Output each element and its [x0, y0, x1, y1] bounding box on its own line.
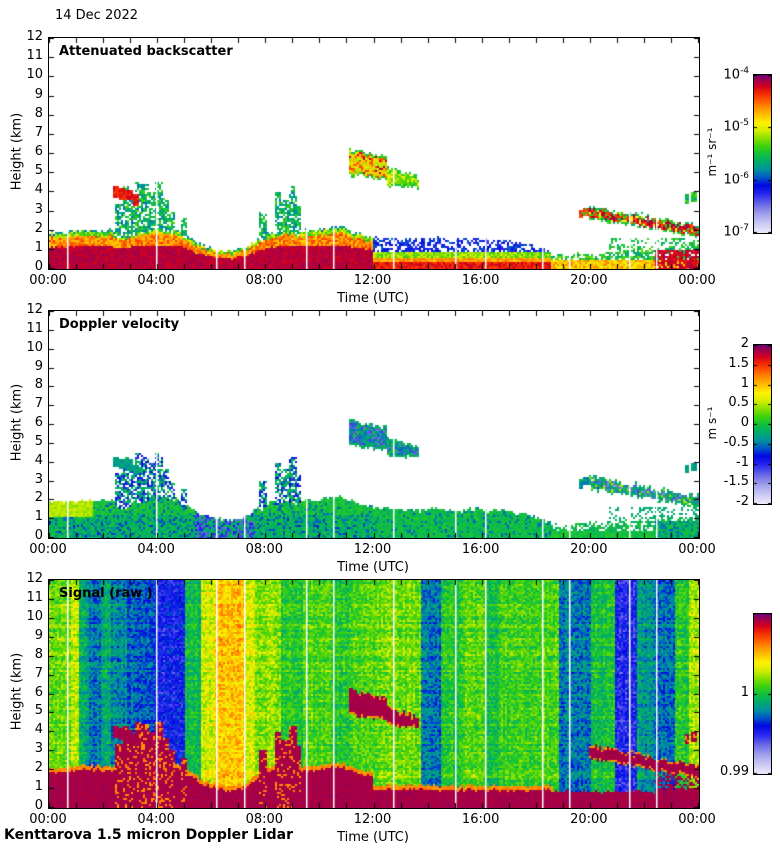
x-tick-label: 04:00 — [137, 273, 175, 288]
y-tick-label: 2 — [34, 760, 43, 776]
y-tick-label: 10 — [26, 67, 43, 83]
doppler-velocity-heatmap — [48, 310, 700, 539]
y-tick-label: 3 — [34, 201, 43, 217]
colorbar-tick-label: $10^{-5}$ — [723, 118, 749, 135]
colorbar-tick-label: -1.5 — [723, 474, 749, 490]
y-tick-label: 1 — [34, 509, 43, 525]
colorbar-signal — [753, 613, 770, 773]
y-tick-label: 4 — [34, 452, 43, 468]
colorbar-tick-label: 0 — [740, 415, 749, 430]
x-tick-label: 08:00 — [245, 812, 284, 827]
x-axis-label: Time (UTC) — [337, 291, 409, 306]
panel-doppler-velocity — [48, 310, 698, 537]
panel-title-doppler-velocity: Doppler velocity — [59, 317, 180, 332]
y-tick-label: 8 — [34, 377, 43, 393]
y-tick-label: 12 — [26, 571, 43, 586]
y-tick-label: 11 — [26, 320, 43, 336]
y-tick-label: 5 — [34, 163, 43, 179]
x-tick-label: 00:00 — [29, 542, 67, 557]
instrument-label: Kenttarova 1.5 micron Doppler Lidar — [4, 827, 294, 843]
y-tick-label: 5 — [34, 703, 43, 719]
y-tick-label: 6 — [34, 144, 43, 159]
colorbar-tick-label: $10^{-4}$ — [723, 66, 749, 83]
x-tick-label: 00:00 — [678, 542, 716, 557]
colorbar-tick-label: $10^{-7}$ — [723, 223, 749, 240]
y-tick-label: 11 — [26, 48, 43, 64]
colorbar-tick-label: -2 — [736, 494, 749, 509]
x-tick-label: 12:00 — [353, 273, 392, 288]
x-tick-label: 04:00 — [137, 812, 175, 827]
y-tick-label: 0 — [34, 798, 43, 813]
y-tick-label: 12 — [26, 302, 43, 317]
colorbar-backscatter-gradient — [753, 74, 772, 234]
y-tick-label: 4 — [34, 182, 43, 198]
x-axis-label: Time (UTC) — [337, 830, 409, 845]
x-tick-label: 16:00 — [461, 542, 500, 557]
y-tick-label: 6 — [34, 684, 43, 700]
x-tick-label: 00:00 — [678, 273, 716, 288]
y-axis-label: Height (km) — [9, 383, 25, 461]
y-tick-label: 6 — [34, 415, 43, 430]
y-tick-label: 9 — [34, 86, 43, 102]
x-tick-label: 20:00 — [570, 812, 608, 827]
y-tick-label: 2 — [34, 490, 43, 506]
x-tick-label: 20:00 — [570, 273, 608, 288]
y-tick-label: 9 — [34, 358, 43, 374]
y-tick-label: 12 — [26, 29, 43, 44]
colorbar-unit-label: m⁻¹ sr⁻¹ — [705, 127, 719, 177]
colorbar-tick-label: 2 — [740, 336, 749, 351]
y-tick-label: 1 — [34, 239, 43, 255]
y-tick-label: 10 — [26, 608, 43, 624]
colorbar-signal-gradient — [753, 613, 772, 775]
y-tick-label: 3 — [34, 471, 43, 487]
attenuated-backscatter-heatmap — [48, 37, 700, 270]
y-tick-label: 7 — [34, 396, 43, 412]
y-tick-label: 0 — [34, 528, 43, 543]
x-tick-label: 08:00 — [245, 273, 284, 288]
y-tick-label: 8 — [34, 105, 43, 121]
y-axis-label: Height (km) — [9, 652, 25, 731]
signal-raw-heatmap — [48, 579, 700, 809]
colorbar-tick-label: 1 — [740, 684, 749, 700]
panel-attenuated-backscatter — [48, 37, 698, 268]
x-tick-label: 00:00 — [29, 273, 67, 288]
colorbar-tick-label: -1 — [736, 454, 749, 470]
y-tick-label: 5 — [34, 433, 43, 449]
colorbar-tick-label: 0.99 — [720, 764, 749, 779]
x-tick-label: 12:00 — [353, 542, 392, 557]
y-tick-label: 3 — [34, 741, 43, 757]
colorbar-tick-label: 1.5 — [728, 355, 749, 371]
colorbar-tick-label: -0.5 — [723, 434, 749, 450]
colorbar-backscatter — [753, 74, 770, 232]
x-tick-label: 08:00 — [245, 542, 284, 557]
x-tick-label: 16:00 — [461, 812, 500, 827]
y-tick-label: 0 — [34, 259, 43, 274]
x-tick-label: 16:00 — [461, 273, 500, 288]
y-tick-label: 9 — [34, 627, 43, 643]
y-tick-label: 8 — [34, 646, 43, 662]
colorbar-velocity — [753, 344, 770, 503]
colorbar-tick-label: $10^{-6}$ — [723, 170, 749, 188]
y-tick-label: 11 — [26, 589, 43, 605]
colorbar-velocity-gradient — [753, 344, 772, 505]
panel-signal-raw — [48, 579, 698, 807]
x-tick-label: 12:00 — [353, 812, 392, 827]
y-tick-label: 7 — [34, 124, 43, 140]
y-tick-label: 4 — [34, 722, 43, 738]
x-tick-label: 00:00 — [29, 812, 67, 827]
y-tick-label: 7 — [34, 665, 43, 681]
panel-title-signal-raw: Signal (raw ) — [59, 586, 153, 601]
x-tick-label: 00:00 — [678, 812, 716, 827]
y-tick-label: 1 — [34, 779, 43, 795]
y-axis-label: Height (km) — [9, 112, 25, 190]
colorbar-unit-label: m s⁻¹ — [705, 406, 719, 439]
panel-title-attenuated-backscatter: Attenuated backscatter — [59, 44, 233, 59]
x-tick-label: 04:00 — [137, 542, 175, 557]
colorbar-tick-label: 1 — [740, 375, 749, 391]
y-tick-label: 10 — [26, 339, 43, 355]
x-axis-label: Time (UTC) — [337, 560, 409, 575]
colorbar-tick-label: 0.5 — [728, 395, 749, 411]
y-tick-label: 2 — [34, 220, 43, 236]
x-tick-label: 20:00 — [570, 542, 608, 557]
date-label: 14 Dec 2022 — [55, 8, 139, 23]
